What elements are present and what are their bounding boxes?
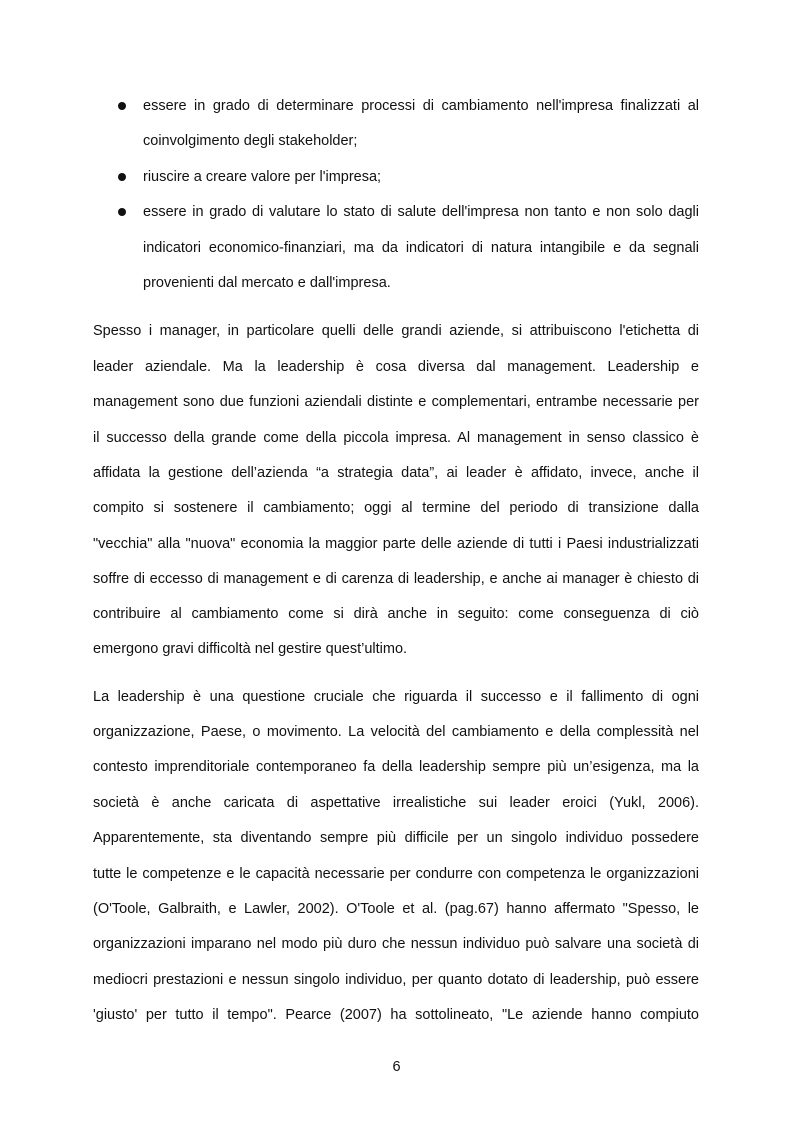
text-line: soffre di eccesso di management e di carenza di leadership, e anche ai manager è chiesto di <box>93 571 699 587</box>
bullet-dot <box>118 208 126 216</box>
text-line: essere in grado di valutare lo stato di salute dell'impresa non tanto e non solo dagli <box>143 204 699 220</box>
text-line: organizzazioni imparano nel modo più duro che nessun individuo può salvare una società di <box>93 936 699 952</box>
text-line: (O'Toole, Galbraith, e Lawler, 2002). O'Toole et al. (pag.67) hanno affermato "Spesso, le <box>93 901 699 917</box>
text-line: Spesso i manager, in particolare quelli delle grandi aziende, si attribuiscono l'etichetta di <box>93 323 699 339</box>
text-line: indicatori economico-finanziari, ma da indicatori di natura intangibile e da segnali <box>143 240 699 256</box>
text-line: compito si sostenere il cambiamento; oggi al termine del periodo di transizione dalla <box>93 500 699 516</box>
text-line: emergono gravi difficoltà nel gestire quest’ultimo. <box>93 641 408 657</box>
bullet-dot <box>118 102 126 110</box>
text-line: tutte le competenze e le capacità necessarie per condurre con competenza le organizzazioni <box>93 866 699 882</box>
text-line: Apparentemente, sta diventando sempre più difficile per un singolo individuo possedere <box>93 830 699 846</box>
text-line: La leadership è una questione cruciale che riguarda il successo e il fallimento di ogni <box>93 689 699 705</box>
text-line: coinvolgimento degli stakeholder; <box>143 133 358 149</box>
text-line: mediocri prestazioni e nessun singolo individuo, per quanto dotato di leadership, può essere <box>93 972 699 988</box>
text-line: affidata la gestione dell’azienda “a strategia data”, ai leader è affidato, invece, anche il <box>93 465 699 481</box>
text-line: leader aziendale. Ma la leadership è cosa diversa dal management. Leadership e <box>93 359 699 375</box>
text-line: provenienti dal mercato e dall'impresa. <box>143 275 391 291</box>
text-line: "vecchia" alla "nuova" economia la maggior parte delle aziende di tutti i Paesi industrializzati <box>93 536 699 552</box>
text-line: management sono due funzioni aziendali distinte e complementari, entrambe necessarie per <box>93 394 699 410</box>
bullet-dot <box>118 173 126 181</box>
text-line: società è anche caricata di aspettative irrealistiche sui leader eroici (Yukl, 2006). <box>93 795 699 811</box>
text-line: riuscire a creare valore per l'impresa; <box>143 169 382 185</box>
text-line: contribuire al cambiamento come si dirà anche in seguito: come conseguenza di ciò <box>93 606 699 622</box>
page-number: 6 <box>392 1059 401 1075</box>
text-line: 'giusto' per tutto il tempo". Pearce (2007) ha sottolineato, "Le aziende hanno compiuto <box>93 1007 699 1023</box>
text-line: organizzazione, Paese, o movimento. La velocità del cambiamento e della complessità nel <box>93 724 699 740</box>
text-line: contesto imprenditoriale contemporaneo fa della leadership sempre più un’esigenza, ma la <box>93 759 699 775</box>
text-line: essere in grado di determinare processi di cambiamento nell'impresa finalizzati al <box>143 98 699 114</box>
text-line: il successo della grande come della piccola impresa. Al management in senso classico è <box>93 430 699 446</box>
